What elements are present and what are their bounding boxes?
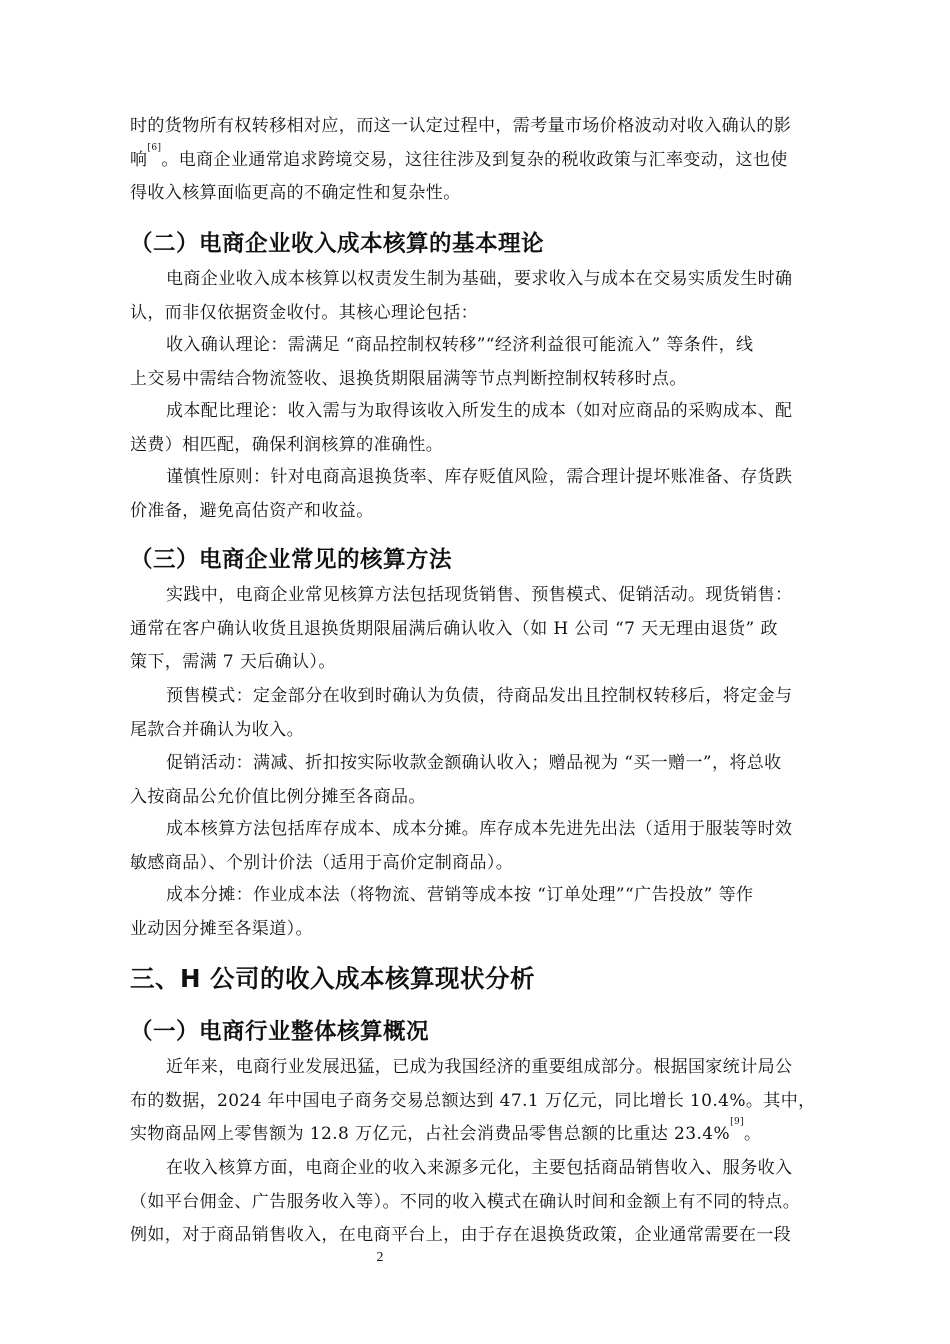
citation-ref: [9] bbox=[730, 1117, 745, 1127]
page-number: 2 bbox=[376, 1250, 384, 1265]
text-line: 实践中，电商企业常见核算方法包括现货销售、预售模式、促销活动。现货销售： bbox=[166, 585, 793, 605]
text-run: 。电商企业通常追求跨境交易，这往往涉及到复杂的税收政策与汇率变动，这也使 bbox=[161, 149, 788, 170]
text-line: 尾款合并确认为收入。 bbox=[130, 719, 304, 740]
text-line: 敏感商品）、个别计价法（适用于高价定制商品）。 bbox=[130, 852, 514, 873]
text-line: 预售模式：定金部分在收到时确认为负债，待商品发出且控制权转移后，将定金与 bbox=[166, 686, 793, 706]
text-line: 成本配比理论：收入需与为取得该收入所发生的成本（如对应商品的采购成本、配 bbox=[166, 401, 793, 421]
text-line: 策下，需满 7 天后确认）。 bbox=[130, 652, 336, 672]
text-line: 业动因分摊至各渠道）。 bbox=[130, 918, 313, 939]
paragraph-revenue-recognition-cont bbox=[130, 110, 858, 211]
section-heading-basic-theory: （二）电商企业收入成本核算的基本理论 bbox=[130, 231, 545, 257]
text-line: 成本核算方法包括库存成本、成本分摊。库存成本先进先出法（适用于服装等时效 bbox=[166, 819, 793, 839]
text-line bbox=[130, 1118, 858, 1152]
text-line: 谨慎性原则：针对电商高退换货率、库存贬值风险，需合理计提坏账准备、存货跌 bbox=[166, 467, 793, 487]
paragraph-industry-statistics bbox=[130, 1051, 858, 1152]
text-line: 例如，对于商品销售收入，在电商平台上，由于存在退换货政策，企业通常需要在一段 bbox=[130, 1225, 792, 1245]
text-line: 价准备，避免高估资产和收益。 bbox=[130, 500, 374, 521]
text-run: 响 bbox=[130, 149, 148, 170]
text-line: 成本分摊：作业成本法（将物流、营销等成本按 “订单处理”“广告投放” 等作 bbox=[166, 885, 754, 905]
text-line: 得收入核算面临更高的不确定性和复杂性。 bbox=[130, 183, 461, 203]
paragraph-accrual-basis bbox=[130, 263, 858, 330]
text-run: 实物商品网上零售额为 12.8 万亿元，占社会消费品零售总额的比重达 23.4% bbox=[130, 1124, 731, 1144]
text-line: 通常在客户确认收货且退换货期限届满后确认收入（如 H 公司 “7 天无理由退货” 政 bbox=[130, 618, 778, 639]
text-line: 上交易中需结合物流签收、退换货期限届满等节点判断控制权转移时点。 bbox=[130, 368, 687, 389]
paragraph-prudence-principle bbox=[130, 461, 858, 528]
text-line: （如平台佣金、广告服务收入等）。不同的收入模式在确认时间和金额上有不同的特点。 bbox=[130, 1191, 801, 1212]
text-line: 送费）相匹配，确保利润核算的准确性。 bbox=[130, 434, 444, 455]
text-run: 。 bbox=[744, 1124, 762, 1144]
paragraph-cost-allocation bbox=[130, 879, 858, 946]
text-line: 电商企业收入成本核算以权责发生制为基础，要求收入与成本在交易实质发生时确 bbox=[166, 269, 793, 289]
paragraph-matching-theory bbox=[130, 395, 858, 462]
paragraph-revenue-sources bbox=[130, 1152, 858, 1253]
section-heading-common-methods: （三）电商企业常见的核算方法 bbox=[130, 547, 453, 573]
text-line: 入按商品公允价值比例分摊至各商品。 bbox=[130, 786, 426, 807]
paragraph-revenue-recognition-theory bbox=[130, 329, 858, 396]
text-line: 促销活动：满减、折扣按实际收款金额确认收入；赠品视为 “买一赠一”，将总收 bbox=[166, 753, 782, 773]
text-line bbox=[130, 144, 858, 178]
paragraph-promotions bbox=[130, 747, 858, 814]
text-line: 时的货物所有权转移相对应，而这一认定过程中，需考量市场价格波动对收入确认的影 bbox=[130, 116, 792, 136]
text-line: 近年来，电商行业发展迅猛，已成为我国经济的重要组成部分。根据国家统计局公 bbox=[166, 1057, 793, 1077]
text-line: 收入确认理论：需满足 “商品控制权转移”“经济利益很可能流入” 等条件，线 bbox=[166, 335, 754, 355]
paragraph-presale-model bbox=[130, 680, 858, 747]
text-line: 认，而非仅依据资金收付。其核心理论包括： bbox=[130, 302, 478, 323]
paragraph-spot-sales bbox=[130, 579, 858, 680]
chapter-heading-h-company-analysis: 三、H 公司的收入成本核算现状分析 bbox=[130, 964, 536, 993]
citation-ref: [6] bbox=[147, 142, 162, 153]
text-line: 在收入核算方面，电商企业的收入来源多元化，主要包括商品销售收入、服务收入 bbox=[166, 1158, 793, 1178]
section-heading-industry-overview: （一）电商行业整体核算概况 bbox=[130, 1019, 430, 1045]
text-line: 布的数据，2024 年中国电子商务交易总额达到 47.1 万亿元，同比增长 10.4%。其中， bbox=[130, 1090, 816, 1111]
paragraph-cost-methods bbox=[130, 813, 858, 880]
